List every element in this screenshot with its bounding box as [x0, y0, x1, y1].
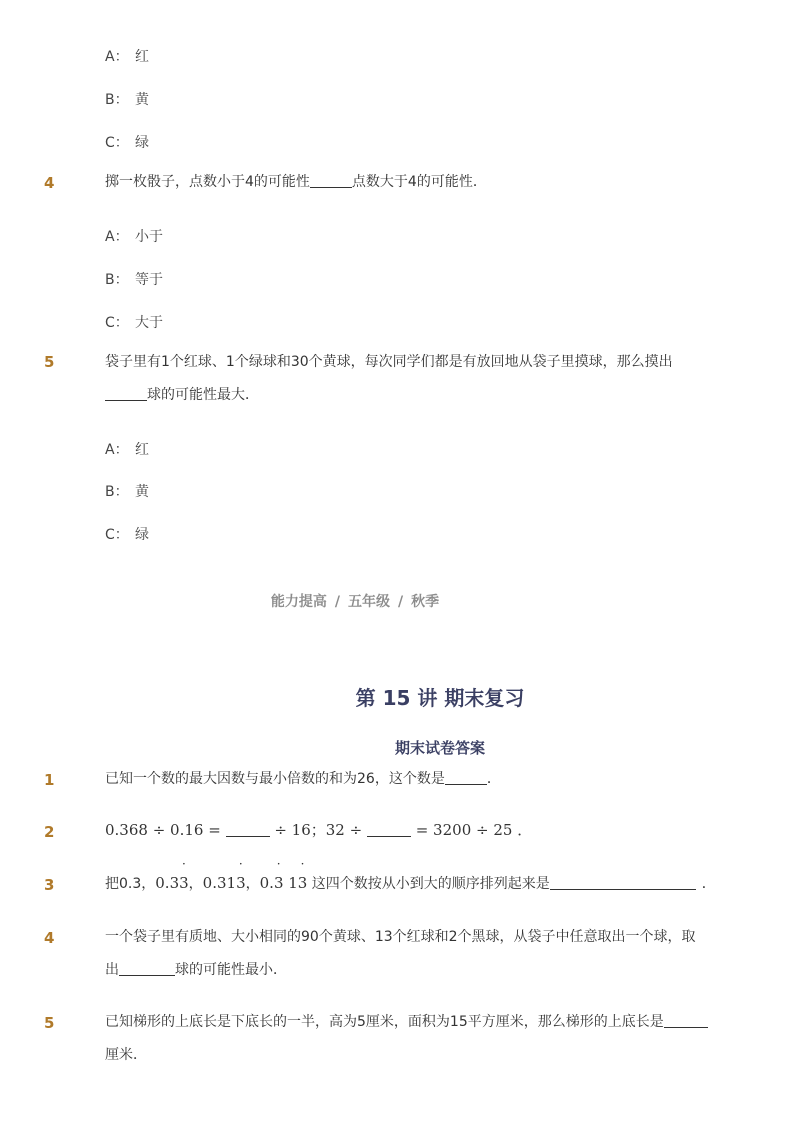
- option-a: [105, 226, 163, 246]
- question-text-part: 球的可能性最大．: [147, 387, 259, 403]
- decimal-part: 1: [283, 874, 298, 892]
- math-expression: ÷ 16；32 ÷: [269, 821, 367, 839]
- question-line: [105, 379, 725, 412]
- option-text: 等于: [135, 272, 163, 288]
- option-text: 黄: [135, 92, 149, 108]
- option-b: [105, 269, 163, 289]
- question-text: [105, 1006, 725, 1072]
- math-expression: 0.368 ÷ 0.16 =: [105, 821, 226, 839]
- answer-blank: [105, 386, 147, 401]
- lecture-title: 第 15 讲 期末复习: [355, 686, 525, 710]
- option-letter: B：: [105, 272, 129, 288]
- footer-term: 秋季: [411, 594, 440, 610]
- footer-separator: /: [398, 594, 404, 610]
- question-line: 厘米．: [105, 1047, 147, 1063]
- answer-blank: [310, 173, 352, 188]
- question-text-part: 出: [105, 962, 119, 978]
- option-c: [105, 312, 163, 332]
- question-number: 1: [44, 771, 55, 789]
- option-text: 小于: [135, 229, 163, 245]
- option-text: 黄: [135, 484, 149, 500]
- question-text-part: ．: [486, 771, 501, 787]
- question-line: 袋子里有1个红球、1个绿球和30个黄球，每次同学们都是有放回地从袋子里摸球，那么摸出: [105, 354, 673, 370]
- footer-separator: /: [334, 594, 340, 610]
- page-footer: [0, 591, 710, 611]
- option-a: [105, 46, 149, 66]
- option-text: 红: [135, 49, 149, 65]
- option-a: [105, 439, 149, 459]
- question-text-part: 点数大于4的可能性．: [351, 174, 487, 190]
- math-expression: = 3200 ÷ 25 ．: [410, 821, 533, 839]
- decimal-part: 0.: [259, 874, 274, 892]
- answer-blank: [119, 961, 175, 976]
- question-text: [105, 166, 725, 199]
- option-letter: C：: [105, 135, 129, 151]
- repeating-digit: 3 ·: [236, 867, 246, 900]
- separator: ，: [245, 876, 260, 892]
- question-text-part: 已知一个数的最大因数与最小倍数的和为26，这个数是: [105, 771, 445, 787]
- repeating-digit: 3 ·: [298, 867, 308, 900]
- question-text-part: 球的可能性最小．: [175, 962, 287, 978]
- repeating-decimal: [203, 874, 246, 892]
- question-line: [105, 954, 725, 987]
- decimal-part: 0.31: [202, 874, 237, 892]
- question-number: 5: [44, 353, 55, 371]
- question-number: 5: [44, 1014, 55, 1032]
- option-letter: C：: [105, 527, 129, 543]
- answer-blank: [664, 1013, 708, 1028]
- option-letter: A：: [105, 229, 129, 245]
- option-c: [105, 524, 149, 544]
- option-text: 绿: [135, 527, 149, 543]
- question-text-part: 这四个数按从小到大的顺序排列起来是: [307, 876, 550, 892]
- answer-blank: [445, 770, 487, 785]
- option-text: 红: [135, 442, 149, 458]
- question-text: [105, 867, 765, 901]
- question-text: [105, 763, 725, 796]
- repeating-decimal: [260, 874, 308, 892]
- question-text-part: ．: [701, 876, 716, 892]
- question-number: 4: [44, 929, 55, 947]
- question-text-part: 已知梯形的上底长是下底长的一半，高为5厘米，面积为15平方厘米，那么梯形的上底长是: [105, 1014, 664, 1030]
- separator: ，: [188, 876, 203, 892]
- option-letter: B：: [105, 92, 129, 108]
- answer-blank: [226, 822, 270, 837]
- question-text-part: 把0.3，: [105, 876, 156, 892]
- answer-blank: [367, 822, 411, 837]
- repeating-digit: 3 ·: [179, 867, 189, 900]
- answer-blank: [550, 875, 696, 890]
- question-number: 4: [44, 174, 55, 192]
- question-text: [105, 346, 725, 412]
- question-text-part: 掷一枚骰子，点数小于4的可能性: [105, 174, 310, 190]
- repeating-digit: 3 ·: [274, 867, 284, 900]
- option-letter: B：: [105, 484, 129, 500]
- footer-grade: 五年级: [348, 594, 390, 610]
- question-text: [105, 921, 725, 987]
- option-letter: A：: [105, 49, 129, 65]
- footer-course: 能力提高: [270, 594, 327, 610]
- question-number: 2: [44, 823, 55, 841]
- question-line: 一个袋子里有质地、大小相同的90个黄球、13个红球和2个黑球，从袋子中任意取出一个球，取: [105, 929, 696, 945]
- option-b: [105, 89, 149, 109]
- question-text: [105, 814, 725, 847]
- option-text: 大于: [135, 315, 163, 331]
- option-text: 绿: [135, 135, 149, 151]
- option-letter: A：: [105, 442, 129, 458]
- option-letter: C：: [105, 315, 129, 331]
- question-line: [105, 1006, 725, 1039]
- decimal-part: 0.3: [155, 874, 180, 892]
- repeating-decimal: [155, 874, 188, 892]
- option-b: [105, 481, 149, 501]
- question-number: 3: [44, 876, 55, 894]
- option-c: [105, 132, 149, 152]
- section-title: 期末试卷答案: [394, 739, 485, 757]
